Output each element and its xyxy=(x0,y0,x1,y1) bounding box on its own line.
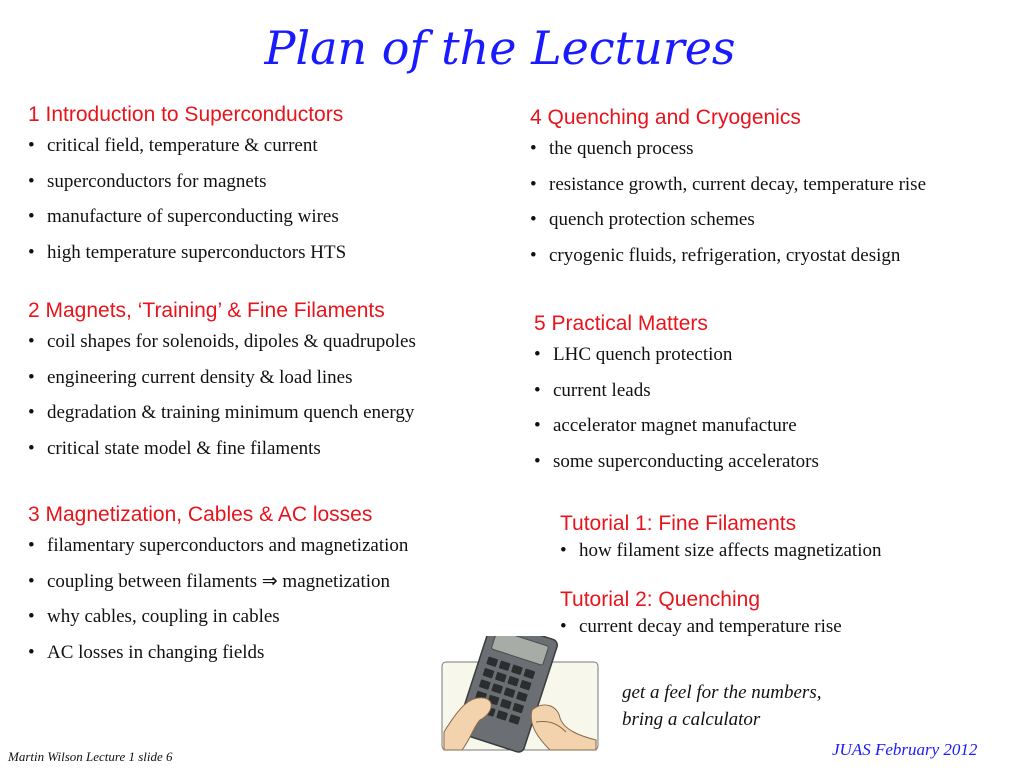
list-item: • coil shapes for solenoids, dipoles & quadrupoles xyxy=(28,324,416,360)
bullet-icon: • xyxy=(534,450,541,472)
list-item: • engineering current density & load lines xyxy=(28,360,416,396)
bullet-icon: • xyxy=(28,135,35,156)
list-item: • superconductors for magnets xyxy=(28,164,346,200)
bullet-icon: • xyxy=(560,616,567,637)
section-quenching xyxy=(530,105,926,273)
tutorial-heading: Tutorial 1: Fine Filaments xyxy=(560,512,797,535)
bullet-icon: • xyxy=(530,209,537,230)
list-item: • LHC quench protection xyxy=(534,337,819,373)
section-heading: 1 Introduction to Superconductors xyxy=(28,103,344,126)
tutorial-fine-filaments xyxy=(560,511,881,565)
section-heading: 4 Quenching and Cryogenics xyxy=(530,106,801,129)
list-item: • degradation & training minimum quench energy xyxy=(28,395,416,431)
bullet-list xyxy=(560,613,842,641)
list-item: • cryogenic fluids, refrigeration, cryostat design xyxy=(530,238,926,274)
bullet-icon: • xyxy=(530,173,537,195)
section-heading: 5 Practical Matters xyxy=(534,312,708,335)
section-practical-matters xyxy=(534,311,819,479)
section-heading: 3 Magnetization, Cables & AC losses xyxy=(28,503,373,526)
bullet-list xyxy=(530,131,926,273)
bullet-icon: • xyxy=(28,535,35,556)
bullet-icon: • xyxy=(28,570,35,592)
list-item: • critical state model & fine filaments xyxy=(28,431,416,467)
bullet-list xyxy=(560,537,881,565)
section-introduction xyxy=(28,102,346,270)
section-magnets xyxy=(28,298,416,466)
calculator-note xyxy=(622,679,821,733)
list-item: • critical field, temperature & current xyxy=(28,128,346,164)
list-item: • AC losses in changing fields xyxy=(28,635,408,671)
footer-author: Martin Wilson Lecture 1 slide 6 xyxy=(8,749,173,764)
bullet-icon: • xyxy=(28,170,35,192)
list-item: • the quench process xyxy=(530,131,926,167)
list-item: • current decay and temperature rise xyxy=(560,613,842,641)
bullet-list xyxy=(534,337,819,479)
list-item: • how filament size affects magnetization xyxy=(560,537,881,565)
bullet-icon: • xyxy=(534,415,541,436)
list-item: • high temperature superconductors HTS xyxy=(28,235,346,271)
bullet-icon: • xyxy=(28,366,35,388)
list-item: • manufacture of superconducting wires xyxy=(28,199,346,235)
list-item: • resistance growth, current decay, temperature rise xyxy=(530,167,926,203)
bullet-icon: • xyxy=(28,437,35,459)
list-item: • current leads xyxy=(534,373,819,409)
list-item: • coupling between filaments ⇒ magnetization xyxy=(28,564,408,600)
bullet-list xyxy=(28,528,408,670)
bullet-icon: • xyxy=(534,344,541,365)
list-item: • quench protection schemes xyxy=(530,202,926,238)
list-item: • filamentary superconductors and magnetization xyxy=(28,528,408,564)
bullet-icon: • xyxy=(28,606,35,627)
bullet-icon: • xyxy=(530,244,537,266)
bullet-icon: • xyxy=(530,138,537,159)
tutorial-quenching xyxy=(560,587,842,641)
note-line: bring a calculator xyxy=(622,709,761,730)
bullet-list xyxy=(28,128,346,270)
list-item: • some superconducting accelerators xyxy=(534,444,819,480)
bullet-icon: • xyxy=(28,402,35,423)
calculator-illustration xyxy=(440,636,600,754)
footer-event: JUAS February 2012 xyxy=(832,740,978,759)
slide-title: Plan of the Lectures xyxy=(264,21,736,75)
calculator-icon xyxy=(440,636,600,754)
bullet-icon: • xyxy=(28,641,35,663)
section-magnetization xyxy=(28,502,408,670)
bullet-list xyxy=(28,324,416,466)
note-line: get a feel for the numbers, xyxy=(622,682,822,703)
bullet-icon: • xyxy=(28,206,35,227)
list-item: • accelerator magnet manufacture xyxy=(534,408,819,444)
tutorial-heading: Tutorial 2: Quenching xyxy=(560,588,761,611)
list-item: • why cables, coupling in cables xyxy=(28,599,408,635)
bullet-icon: • xyxy=(28,331,35,352)
bullet-icon: • xyxy=(28,241,35,263)
bullet-icon: • xyxy=(560,540,567,561)
section-heading: 2 Magnets, ‘Training’ & Fine Filaments xyxy=(28,299,385,322)
bullet-icon: • xyxy=(534,379,541,401)
